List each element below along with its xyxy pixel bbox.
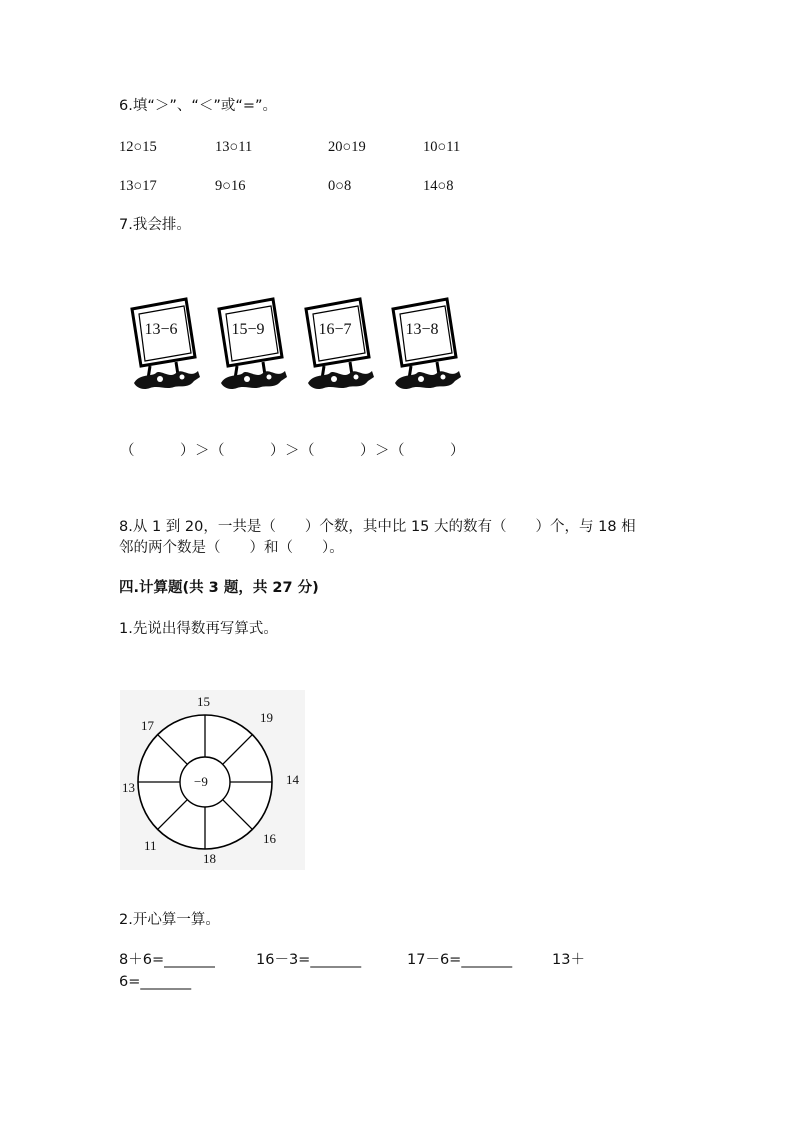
calc-item: 13＋ bbox=[552, 952, 585, 968]
comparison-item: 13○17 bbox=[119, 178, 157, 194]
comparison-item: 0○8 bbox=[328, 178, 352, 194]
c2-title: 2.开心算一算。 bbox=[119, 912, 220, 928]
sign-figure bbox=[130, 295, 205, 391]
wheel-number: 17 bbox=[141, 718, 154, 733]
comparison-item: 13○11 bbox=[215, 139, 253, 155]
sign-figure bbox=[217, 295, 292, 391]
comparison-item: 9○16 bbox=[215, 178, 246, 194]
calc-wheel bbox=[120, 690, 305, 870]
comparison-item: 10○11 bbox=[423, 139, 461, 155]
sign-figure bbox=[304, 295, 379, 391]
sign-figure bbox=[391, 295, 466, 391]
c1-title: 1.先说出得数再写算式。 bbox=[119, 621, 278, 637]
q7-answer-line: （ ）＞（ ）＞（ ）＞（ ） bbox=[120, 443, 465, 459]
calc-item: 8＋6=_______ bbox=[119, 952, 215, 968]
sign-expression: 13−6 bbox=[144, 321, 178, 338]
q8-line-1: 8.从 1 到 20，一共是（ ）个数，其中比 15 大的数有（ ）个，与 18 相 bbox=[119, 519, 636, 535]
wheel-number: 14 bbox=[286, 772, 299, 787]
section-4-title: 四.计算题(共 3 题，共 27 分) bbox=[119, 580, 319, 596]
sign-expression: 15−9 bbox=[231, 321, 265, 338]
calc-item-wrap: 6=_______ bbox=[119, 974, 192, 990]
calc-item: 17－6=_______ bbox=[407, 952, 513, 968]
calc-item: 16－3=_______ bbox=[256, 952, 362, 968]
wheel-number: 16 bbox=[263, 831, 276, 846]
wheel-number: 11 bbox=[144, 838, 157, 853]
sign-expression: 16−7 bbox=[318, 321, 352, 338]
wheel-number: 15 bbox=[197, 694, 210, 709]
sign-board-icon bbox=[304, 295, 379, 391]
sign-board-icon bbox=[130, 295, 205, 391]
wheel-center-label: −9 bbox=[194, 774, 208, 789]
sign-board-icon bbox=[217, 295, 292, 391]
sign-expression: 13−8 bbox=[405, 321, 439, 338]
q6-title: 6.填“＞”、“＜”或“=”。 bbox=[119, 98, 278, 114]
comparison-item: 12○15 bbox=[119, 139, 157, 155]
sign-board-icon bbox=[391, 295, 466, 391]
wheel-number: 13 bbox=[122, 780, 135, 795]
comparison-item: 14○8 bbox=[423, 178, 454, 194]
comparison-item: 20○19 bbox=[328, 139, 366, 155]
q7-title: 7.我会排。 bbox=[119, 217, 191, 233]
q8-line-2: 邻的两个数是（ ）和（ ）。 bbox=[119, 540, 344, 556]
sign-figures bbox=[0, 295, 794, 395]
wheel-number: 19 bbox=[260, 710, 273, 725]
wheel-number: 18 bbox=[203, 851, 216, 866]
